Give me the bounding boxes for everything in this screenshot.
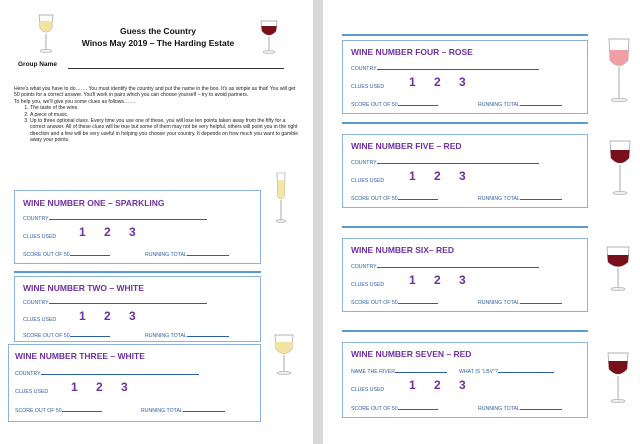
lbv-blank[interactable] <box>498 372 554 373</box>
white-wine-glass-icon <box>37 14 55 54</box>
divider <box>342 34 588 36</box>
score-field[interactable] <box>351 406 438 412</box>
score-field[interactable] <box>351 196 438 202</box>
running-total-field[interactable] <box>141 408 225 414</box>
clue-number-2[interactable]: 2 <box>434 273 441 287</box>
country-blank[interactable] <box>49 219 207 220</box>
score-label: SCORE OUT OF 50 <box>23 252 70 258</box>
running-total-blank[interactable] <box>520 105 562 106</box>
divider <box>342 122 588 124</box>
country-label: COUNTRY <box>23 300 49 306</box>
running-total-label: RUNNING TOTAL <box>145 333 187 339</box>
group-name-field[interactable] <box>68 68 284 69</box>
list-item: 2. A piece of music. <box>30 112 300 118</box>
instructions-paragraph: Here's what you have to do……. You must identify the country and put the name in the box. It's as simple as that! You will get 50 points for a correct answer. You'll work in pairs which you can choose yourself – try to avoid partners. <box>14 86 296 99</box>
divider <box>342 226 588 228</box>
red-wine-glass-icon <box>259 20 279 54</box>
score-blank[interactable] <box>398 105 438 106</box>
score-blank[interactable] <box>398 303 438 304</box>
score-label: SCORE OUT OF 50 <box>351 196 398 202</box>
clues-used-label: CLUES USED <box>23 317 57 323</box>
lbv-field[interactable] <box>459 369 554 375</box>
running-total-blank[interactable] <box>520 303 562 304</box>
red-wine-glass-icon <box>606 352 630 404</box>
score-blank[interactable] <box>70 255 110 256</box>
wine-title: WINE NUMBER TWO – WHITE <box>23 283 144 293</box>
red-wine-glass-icon <box>605 246 631 292</box>
divider <box>342 330 588 332</box>
wine-title: WINE NUMBER THREE – WHITE <box>15 351 145 361</box>
country-field[interactable] <box>15 371 199 377</box>
score-label: SCORE OUT OF 50 <box>23 333 70 339</box>
wine-card-3 <box>8 344 261 422</box>
running-total-label: RUNNING TOTAL <box>141 408 183 414</box>
running-total-field[interactable] <box>478 102 562 108</box>
clue-number-2[interactable]: 2 <box>434 169 441 183</box>
running-total-blank[interactable] <box>520 409 562 410</box>
wine-title: WINE NUMBER SEVEN – RED <box>351 349 472 359</box>
running-total-blank[interactable] <box>187 336 229 337</box>
clue-number-2[interactable]: 2 <box>104 225 111 239</box>
clue-number-1[interactable]: 1 <box>409 273 416 287</box>
country-field[interactable] <box>23 300 207 306</box>
score-label: SCORE OUT OF 50 <box>351 406 398 412</box>
clue-number-1[interactable]: 1 <box>409 378 416 392</box>
wine-card-2 <box>14 276 261 342</box>
river-blank[interactable] <box>395 372 447 373</box>
score-label: SCORE OUT OF 50 <box>351 102 398 108</box>
running-total-label: RUNNING TOTAL <box>478 102 520 108</box>
score-field[interactable] <box>15 408 102 414</box>
clue-number-3[interactable]: 3 <box>459 273 466 287</box>
running-total-blank[interactable] <box>520 199 562 200</box>
country-label: COUNTRY <box>351 264 377 270</box>
country-blank[interactable] <box>377 267 539 268</box>
list-item: 3. Up to three optional clues. Every time you use one of these, you will lose ten points taken away from the fifty for a correct answer. All of these clues will be true but some of them may not be very helpful, others will point you in the right direction and a few will be very useful in helping you choose your country. It depends on how much you want to gamble away your points. <box>30 118 300 144</box>
red-wine-glass-icon <box>608 140 632 196</box>
score-blank[interactable] <box>398 199 438 200</box>
page-gap <box>313 0 323 444</box>
wine-title: WINE NUMBER FIVE – RED <box>351 141 462 151</box>
lbv-label: WHAT IS “LBV”? <box>459 369 498 375</box>
page-title: Guess the Country <box>119 26 197 36</box>
clues-used-label: CLUES USED <box>351 178 385 184</box>
river-label: NAME THE RIVER <box>351 369 396 375</box>
country-field[interactable] <box>351 66 539 72</box>
country-field[interactable] <box>351 160 539 166</box>
clues-used-label: CLUES USED <box>23 234 57 240</box>
clue-number-3[interactable]: 3 <box>459 169 466 183</box>
wine-card-7 <box>342 342 588 418</box>
country-label: COUNTRY <box>23 216 49 222</box>
country-field[interactable] <box>23 216 207 222</box>
clue-number-1[interactable]: 1 <box>71 380 78 394</box>
list-item: 1. The taste of the wine. <box>30 105 300 111</box>
running-total-field[interactable] <box>145 252 229 258</box>
score-field[interactable] <box>351 300 438 306</box>
country-blank[interactable] <box>377 163 539 164</box>
group-name-label: Group Name <box>18 61 58 68</box>
clues-used-label: CLUES USED <box>351 84 385 90</box>
clues-used-label: CLUES USED <box>351 282 385 288</box>
clue-number-3[interactable]: 3 <box>129 309 136 323</box>
wine-title: WINE NUMBER FOUR – ROSE <box>351 47 473 57</box>
running-total-field[interactable] <box>145 333 229 339</box>
wine-card-4 <box>342 40 588 114</box>
clue-number-1[interactable]: 1 <box>79 309 86 323</box>
score-field[interactable] <box>23 252 110 258</box>
country-blank[interactable] <box>377 69 539 70</box>
running-total-label: RUNNING TOTAL <box>145 252 187 258</box>
score-label: SCORE OUT OF 50 <box>351 300 398 306</box>
score-blank[interactable] <box>62 411 102 412</box>
country-blank[interactable] <box>49 303 207 304</box>
clue-list <box>14 105 300 143</box>
score-label: SCORE OUT OF 50 <box>15 408 62 414</box>
country-blank[interactable] <box>41 374 199 375</box>
running-total-field[interactable] <box>478 196 562 202</box>
score-blank[interactable] <box>398 409 438 410</box>
instructions-lead: To help you, we'll give you some clues as follows……. <box>14 98 136 105</box>
country-field[interactable] <box>351 264 539 270</box>
score-field[interactable] <box>23 333 110 339</box>
running-total-label: RUNNING TOTAL <box>478 406 520 412</box>
clues-used-label: CLUES USED <box>15 389 49 395</box>
right-page <box>323 0 640 444</box>
clue-number-2[interactable]: 2 <box>104 309 111 323</box>
running-total-field[interactable] <box>478 406 562 412</box>
country-label: COUNTRY <box>351 66 377 72</box>
river-field[interactable] <box>351 369 447 375</box>
clue-number-3[interactable]: 3 <box>459 75 466 89</box>
clues-used-label: CLUES USED <box>351 387 385 393</box>
clue-number-1[interactable]: 1 <box>79 225 86 239</box>
clue-number-3[interactable]: 3 <box>121 380 128 394</box>
wine-card-5 <box>342 134 588 208</box>
instructions <box>14 86 300 144</box>
wine-card-6 <box>342 238 588 312</box>
country-label: COUNTRY <box>15 371 41 377</box>
clue-number-3[interactable]: 3 <box>129 225 136 239</box>
score-field[interactable] <box>351 102 438 108</box>
running-total-blank[interactable] <box>187 255 229 256</box>
wine-title: WINE NUMBER SIX– RED <box>351 245 454 255</box>
clue-number-2[interactable]: 2 <box>96 380 103 394</box>
clue-number-1[interactable]: 1 <box>409 75 416 89</box>
page-subtitle: Winos May 2019 – The Harding Estate <box>81 38 235 48</box>
running-total-blank[interactable] <box>183 411 225 412</box>
clue-number-2[interactable]: 2 <box>434 75 441 89</box>
running-total-label: RUNNING TOTAL <box>478 300 520 306</box>
left-page <box>0 0 313 444</box>
wine-card-1 <box>14 190 261 264</box>
clue-number-1[interactable]: 1 <box>409 169 416 183</box>
wine-title: WINE NUMBER ONE – SPARKLING <box>23 198 165 208</box>
running-total-label: RUNNING TOTAL <box>478 196 520 202</box>
country-label: COUNTRY <box>351 160 377 166</box>
running-total-field[interactable] <box>478 300 562 306</box>
divider <box>14 271 261 273</box>
score-blank[interactable] <box>70 336 110 337</box>
clue-number-3[interactable]: 3 <box>459 378 466 392</box>
white-wine-glass-icon <box>272 334 296 376</box>
champagne-flute-icon <box>274 172 288 224</box>
rose-wine-glass-icon <box>606 38 632 104</box>
clue-number-2[interactable]: 2 <box>434 378 441 392</box>
